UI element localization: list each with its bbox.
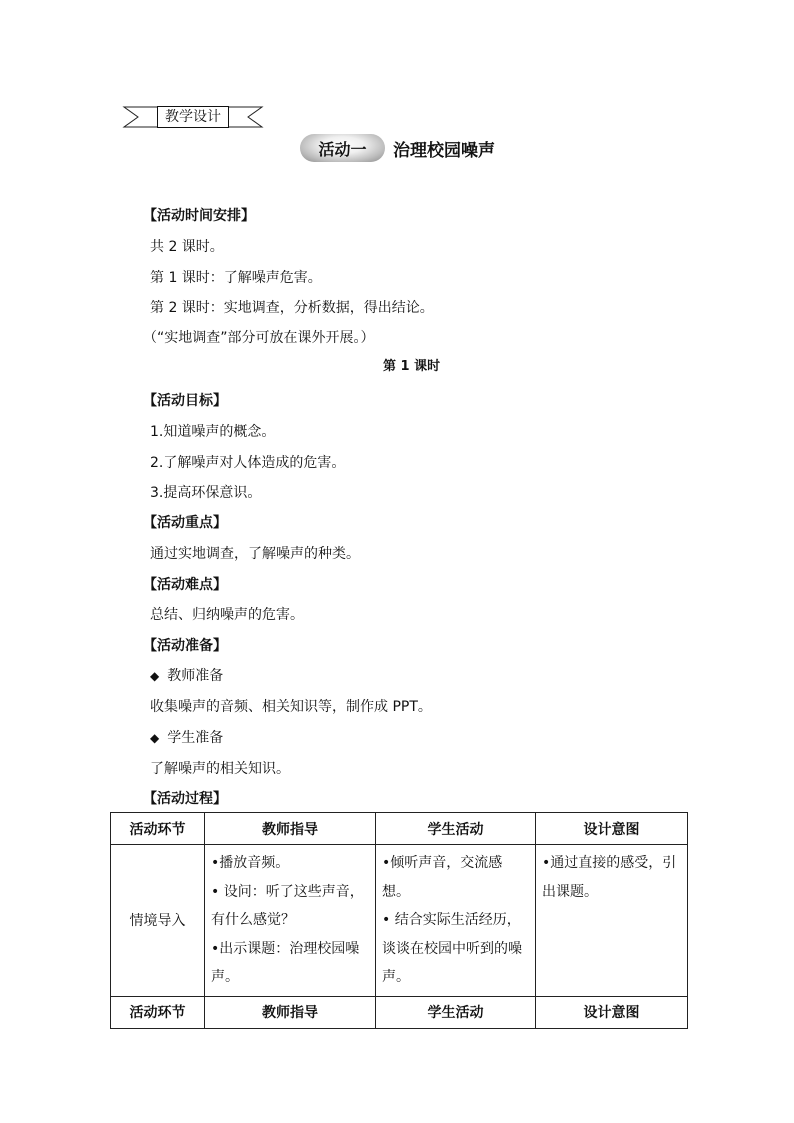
teacher-guidance-item: •播放音频。 [211,855,290,871]
activity-number-pill: 活动一 [300,134,385,162]
column-header: 活动环节 [111,996,205,1028]
student-activity-item: •倾听声音，交流感想。 [382,855,503,900]
difficulty-text: 总结、归纳噪声的危害。 [150,607,304,623]
design-intent-item: •通过直接的感受，引出课题。 [542,855,677,900]
table-header-row [111,813,688,845]
diamond-bullet-icon: ◆ [150,731,160,745]
student-activity-cell [376,845,536,997]
teacher-prep-label-text: 教师准备 [167,668,224,684]
process-table [110,812,688,1029]
activity-title [300,133,495,163]
student-prep-label [150,728,223,748]
schedule-line-4: （“实地调查”部分可放在课外开展。） [143,330,375,346]
table-row [111,845,688,997]
stage-cell: 情境导入 [111,845,205,997]
column-header: 设计意图 [536,813,688,845]
student-prep-label-text: 学生准备 [167,730,224,746]
student-prep-text: 了解噪声的相关知识。 [150,761,290,777]
difficulty-heading: 【活动难点】 [143,577,227,593]
goal-item: 1.知道噪声的概念。 [150,424,276,440]
schedule-heading: 【活动时间安排】 [143,208,255,224]
key-point-text: 通过实地调查，了解噪声的种类。 [150,546,360,562]
student-activity-item: • 结合实际生活经历，谈谈在校园中听到的噪声。 [382,912,522,985]
teacher-prep-label [150,666,223,686]
goal-item: 3.提高环保意识。 [150,485,262,501]
process-heading: 【活动过程】 [143,791,227,807]
column-header: 设计意图 [536,996,688,1028]
column-header: 教师指导 [205,996,376,1028]
teacher-guidance-item: •出示课题：治理校园噪声。 [211,940,360,985]
table-footer-header-row [111,996,688,1028]
activity-title-text: 治理校园噪声 [393,140,495,161]
teacher-guidance-cell [205,845,376,997]
section-tag-label: 教学设计 [157,106,229,128]
preparation-heading: 【活动准备】 [143,638,227,654]
schedule-line-1: 共 2 课时。 [150,239,224,255]
schedule-line-3: 第 2 课时：实地调查，分析数据，得出结论。 [150,300,434,316]
key-point-heading: 【活动重点】 [143,515,227,531]
goal-item: 2.了解噪声对人体造成的危害。 [150,455,346,471]
column-header: 学生活动 [376,813,536,845]
section-tag [120,104,265,130]
column-header: 活动环节 [111,813,205,845]
design-intent-cell [536,845,688,997]
teacher-prep-text: 收集噪声的音频、相关知识等，制作成 PPT。 [150,699,432,715]
schedule-line-2: 第 1 课时：了解噪声危害。 [150,270,322,286]
column-header: 学生活动 [376,996,536,1028]
diamond-bullet-icon: ◆ [150,669,160,683]
teacher-guidance-item: • 设问：听了这些声音，有什么感觉？ [211,883,364,928]
column-header: 教师指导 [205,813,376,845]
goals-heading: 【活动目标】 [143,393,227,409]
session-title: 第 1 课时 [383,359,441,374]
